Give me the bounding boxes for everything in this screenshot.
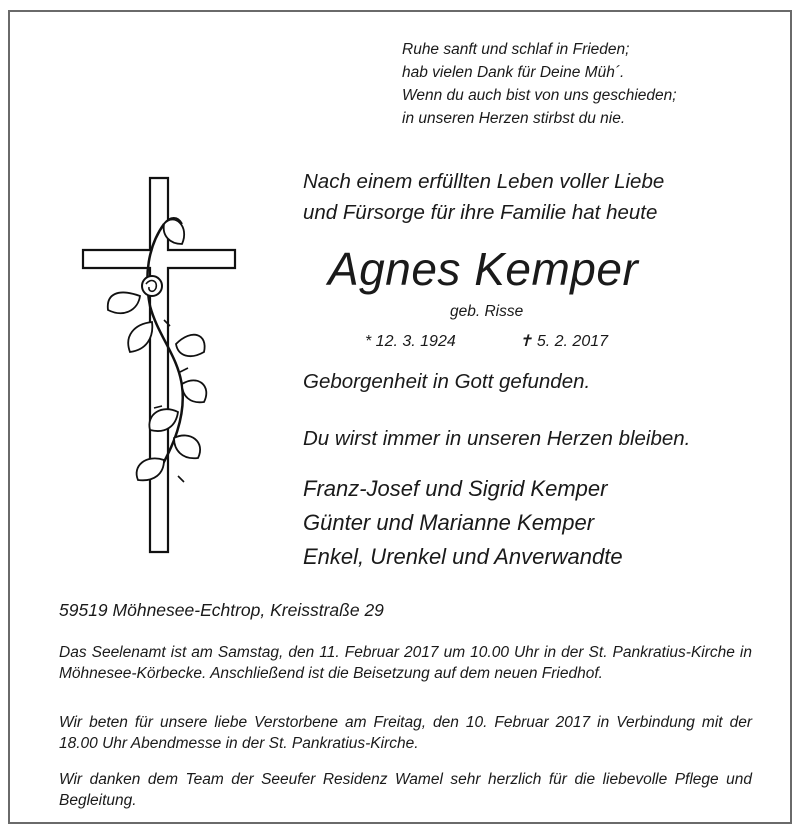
address: 59519 Möhnesee-Echtrop, Kreisstraße 29	[59, 600, 384, 620]
intro-text	[303, 166, 664, 228]
birth-date: * 12. 3. 1924	[365, 333, 456, 350]
life-dates	[365, 331, 608, 351]
intro-line: und Fürsorge für ihre Familie hat heute	[303, 201, 658, 224]
thanks-note: Wir danken dem Team der Seeufer Residenz Wamel sehr herzlich für die liebevolle Pflege und Begleitung.	[59, 771, 752, 809]
maiden-name: geb. Risse	[450, 303, 524, 320]
poem-line: Ruhe sanft und schlaf in Frieden;	[402, 41, 630, 58]
deceased-name: Agnes Kemper	[328, 243, 639, 295]
poem-line: in unseren Herzen stirbst du nie.	[402, 110, 626, 127]
cross-with-rose-icon	[78, 176, 242, 554]
family-member: Günter und Marianne Kemper	[303, 510, 595, 535]
family-member: Enkel, Urenkel und Anverwandte	[303, 544, 623, 569]
poem-line: hab vielen Dank für Deine Müh´.	[402, 64, 625, 81]
prayer-info: Wir beten für unsere liebe Verstorbene am Freitag, den 10. Februar 2017 in Verbindung mit der 18.00 Uhr Abendmesse in der St. Pankratius-Kirche.	[59, 714, 752, 752]
family-member: Franz-Josef und Sigrid Kemper	[303, 476, 608, 501]
poem-line: Wenn du auch bist von uns geschieden;	[402, 87, 677, 104]
funeral-info: Das Seelenamt ist am Samstag, den 11. Februar 2017 um 10.00 Uhr in der St. Pankratius-Kirche in Möhnesee-Körbecke. Anschließend ist die Beisetzung auf dem neuen Friedhof.	[59, 644, 752, 682]
quote-faith: Geborgenheit in Gott gefunden.	[303, 370, 591, 393]
poem	[402, 38, 677, 130]
death-date: ✝ 5. 2. 2017	[519, 333, 609, 350]
intro-line: Nach einem erfüllten Leben voller Liebe	[303, 170, 665, 193]
quote-remembrance: Du wirst immer in unseren Herzen bleiben.	[303, 427, 691, 450]
family-list	[303, 472, 623, 574]
